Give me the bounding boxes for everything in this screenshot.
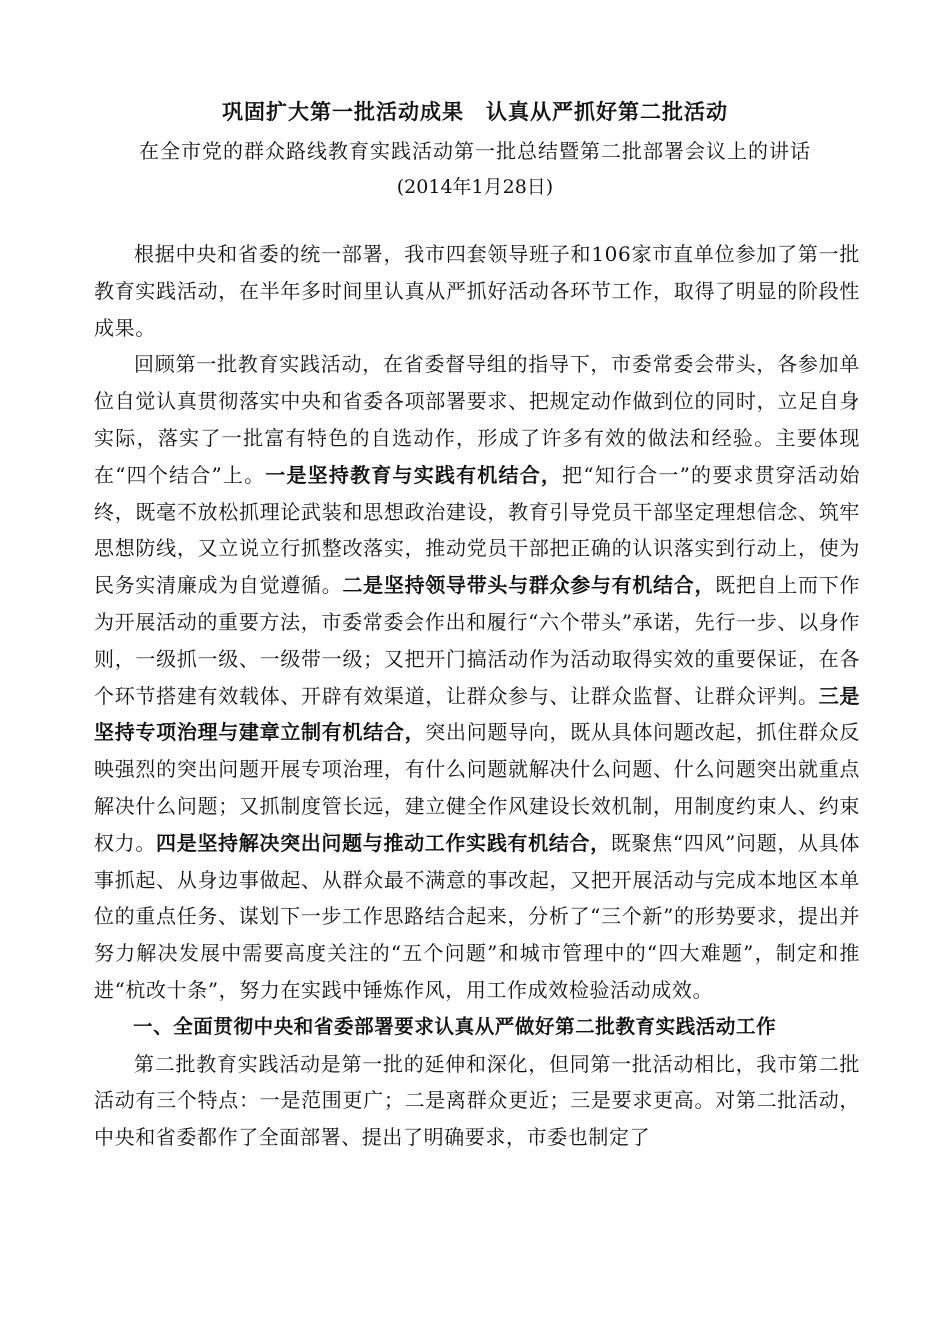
- document-body: [94, 236, 860, 1156]
- document-subtitle: 在全市党的群众路线教育实践活动第一批总结暨第二批部署会议上的讲话: [139, 139, 811, 163]
- speech-date: (2014年1月28日): [396, 176, 554, 198]
- paragraph-review: [94, 346, 860, 1008]
- point4-text: 既聚焦“四风”问题，从具体事抓起、从身边事做起、从群众最不满意的事改起，又把开展活动与完成本地区本单位的重点任务、谋划下一步工作思路结合起来，分析了“三个新”的形势要求，提出并努力解决发展中需要高度关注的“五个问题”和城市管理中的“四大难题”，制定和推进“杭改十条”，努力在实践中锤炼作风，用工作成效检验活动成效。: [94, 830, 860, 1002]
- review-intro-text: 回顾第一批教育实践活动，在省委督导组的指导下，市委常委会带头，各参加单位自觉认真贯彻落实中央和省委各项部署要求、把规定动作做到位的同时，立足自身实际，落实了一批富有特色的自选动作，形成了许多有效的做法和经验。主要体现在“四个结合”上。: [94, 352, 860, 487]
- point2-bold: 二是坚持领导带头与群众参与有机结合，: [342, 573, 716, 598]
- point3-bold: 三是坚持专项治理与建章立制有机结合，: [94, 683, 861, 745]
- point3-text: 突出问题导向，既从具体问题改起，抓住群众反映强烈的突出问题开展专项治理，有什么问题就解决什么问题、什么问题突出就重点解决什么问题；又抓制度管长远，建立健全作风建设长效机制，用制度约束人、约束权力。: [94, 720, 860, 855]
- paragraph-intro: 根据中央和省委的统一部署，我市四套领导班子和106家市直单位参加了第一批教育实践活动，在半年多时间里认真从严抓好活动各环节工作，取得了明显的阶段性成果。: [94, 242, 860, 340]
- point2-text: 既把自上而下作为开展活动的重要方法，市委常委会作出和履行“六个带头”承诺，先行一步、以身作则，一级抓一级、一级带一级；又把开门搞活动作为活动取得实效的重要保证，在各个环节搭建有效载体、开辟有效渠道，让群众参与、让群众监督、让群众评判。: [94, 573, 861, 708]
- point1-text: 把“知行合一”的要求贯穿活动始终，既毫不放松抓理论武装和思想政治建设，教育引导党员干部坚定理想信念、筑牢思想防线，又立说立行抓整改落实，推动党员干部把正确的认识落实到行动上，使为民务实清廉成为自觉遵循。: [94, 462, 861, 598]
- document-title: 巩固扩大第一批活动成果 认真从严抓好第二批活动: [222, 100, 728, 124]
- point1-bold: 一是坚持教育与实践有机结合，: [265, 462, 563, 487]
- point4-bold: 四是坚持解决突出问题与推动工作实践有机结合，: [156, 830, 611, 855]
- section-heading: 一、全面贯彻中央和省委部署要求认真从严做好第二批教育实践活动工作: [133, 1014, 777, 1038]
- paragraph-second-batch: 第二批教育实践活动是第一批的延伸和深化，但同第一批活动相比，我市第二批活动有三个特点：一是范围更广；二是离群众更近；三是要求更高。对第二批活动，中央和省委都作了全面部署、提出了明确要求，市委也制定了: [94, 1051, 860, 1150]
